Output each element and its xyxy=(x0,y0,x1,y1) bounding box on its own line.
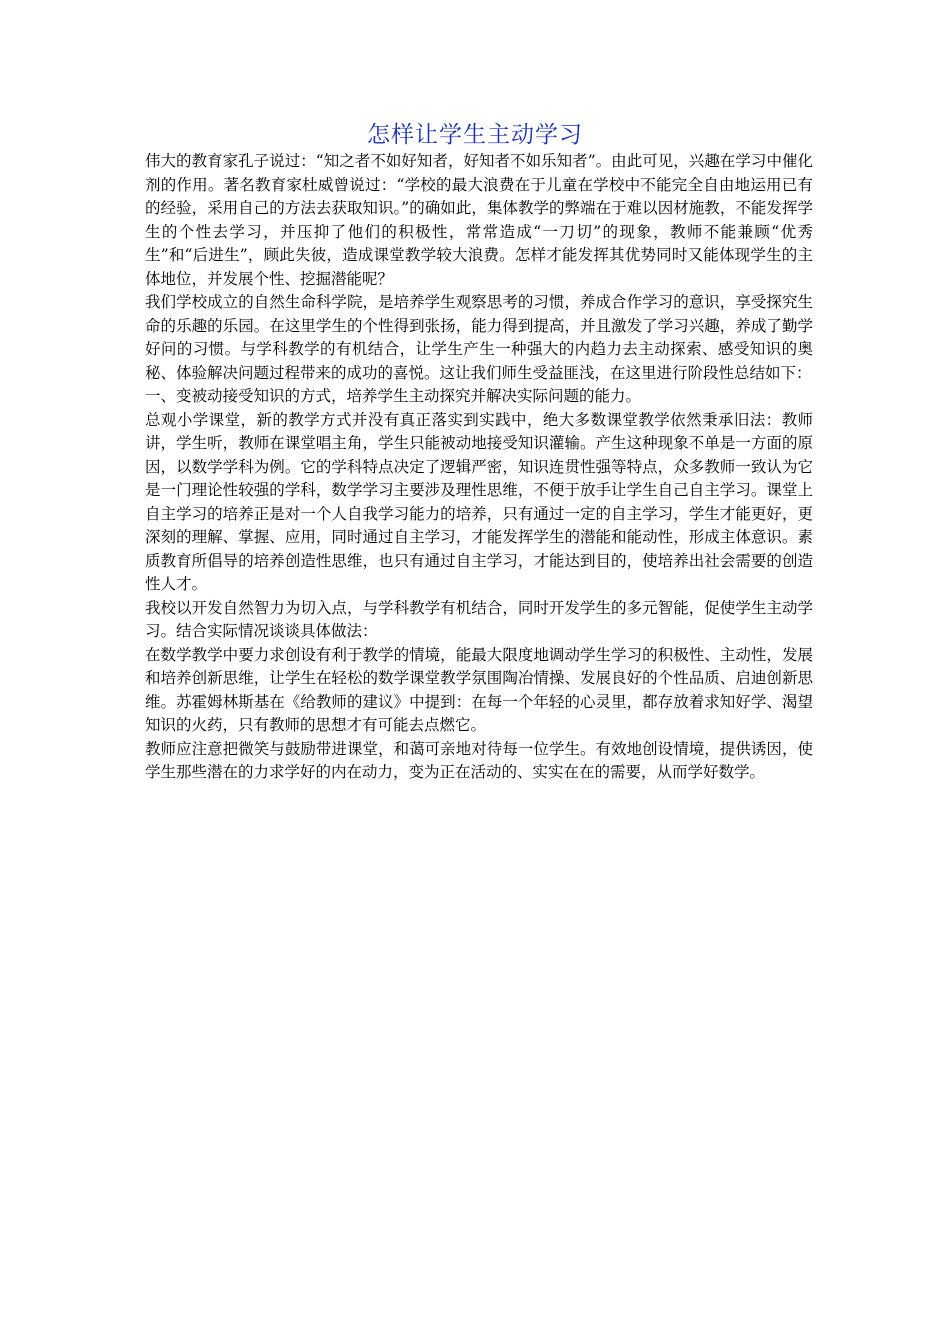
paragraph-teacher-attitude: 教师应注意把微笑与鼓励带进课堂，和蔼可亲地对待每一位学生。有效地创设情境，提供诱因，使学生那些潜在的力求学好的内在动力，变为正在活动的、实实在在的需要，从而学好数学。 xyxy=(145,739,813,781)
document-body xyxy=(145,150,813,785)
paragraph-intro: 伟大的教育家孔子说过：“知之者不如好知者，好知者不如乐知者”。由此可见，兴趣在学习中催化剂的作用。著名教育家杜威曾说过：“学校的最大浪费在于儿童在学校中不能完全自由地运用已有的经验，采用自己的方法去获取知识。”的确如此，集体教学的弊端在于难以因材施教，不能发挥学生的个性去学习，并压抑了他们的积极性，常常造成“一刀切”的现象，教师不能兼顾“优秀生”和“后进生”，顾此失彼，造成课堂教学较大浪费。怎样才能发挥其优势同时又能体现学生的主体地位，并发展个性、挖掘潜能呢？ xyxy=(145,152,813,288)
page-title: 怎样让学生主动学习 xyxy=(367,122,583,148)
paragraph-school-academy: 我们学校成立的自然生命科学院，是培养学生观察思考的习惯，养成合作学习的意识，享受探究生命的乐趣的乐园。在这里学生的个性得到张扬，能力得到提高，并且激发了学习兴趣，养成了勤学好问的习惯。与学科教学的有机结合，让学生产生一种强大的内趋力去主动探索、感受知识的奥秘、体验解决问题过程带来的成功的喜悦。这让我们师生受益匪浅，在这里进行阶段性总结如下： xyxy=(145,293,813,382)
paragraph-math-teaching: 在数学教学中要力求创设有利于教学的情境，能最大限度地调动学生学习的积极性、主动性，发展和培养创新思维，让学生在轻松的数学课堂教学氛围陶冶情操、发展良好的个性品质、启迪创新思维。苏霍姆林斯基在《给教师的建议》中提到：在每一个年轻的心灵里，都存放着求知好学、渴望知识的火药，只有教师的思想才有可能去点燃它。 xyxy=(145,645,813,734)
paragraph-classroom-overview: 总观小学课堂，新的教学方式并没有真正落实到实践中，绝大多数课堂教学依然秉承旧法：教师讲，学生听，教师在课堂唱主角，学生只能被动地接受知识灌输。产生这种现象不单是一方面的原因，以数学学科为例。它的学科特点决定了逻辑严密，知识连贯性强等特点，众多教师一致认为它是一门理论性较强的学科，数学学习主要涉及理性思维，不便于放手让学生自己自主学习。课堂上自主学习的培养正是对一个人自我学习能力的培养，只有通过一定的自主学习，学生才能更好，更深刻的理解、掌握、应用，同时通过自主学习，才能发挥学生的潜能和能动性，形成主体意识。素质教育所倡导的培养创造性思维，也只有通过自主学习，才能达到目的，使培养出社会需要的创造性人才。 xyxy=(145,410,813,593)
section-heading-one: 一、变被动接受知识的方式，培养学生主动探究并解决实际问题的能力。 xyxy=(145,387,642,405)
paragraph-school-approach: 我校以开发自然智力为切入点，与学科教学有机结合，同时开发学生的多元智能，促使学生主动学习。结合实际情况谈谈具体做法： xyxy=(145,598,813,640)
